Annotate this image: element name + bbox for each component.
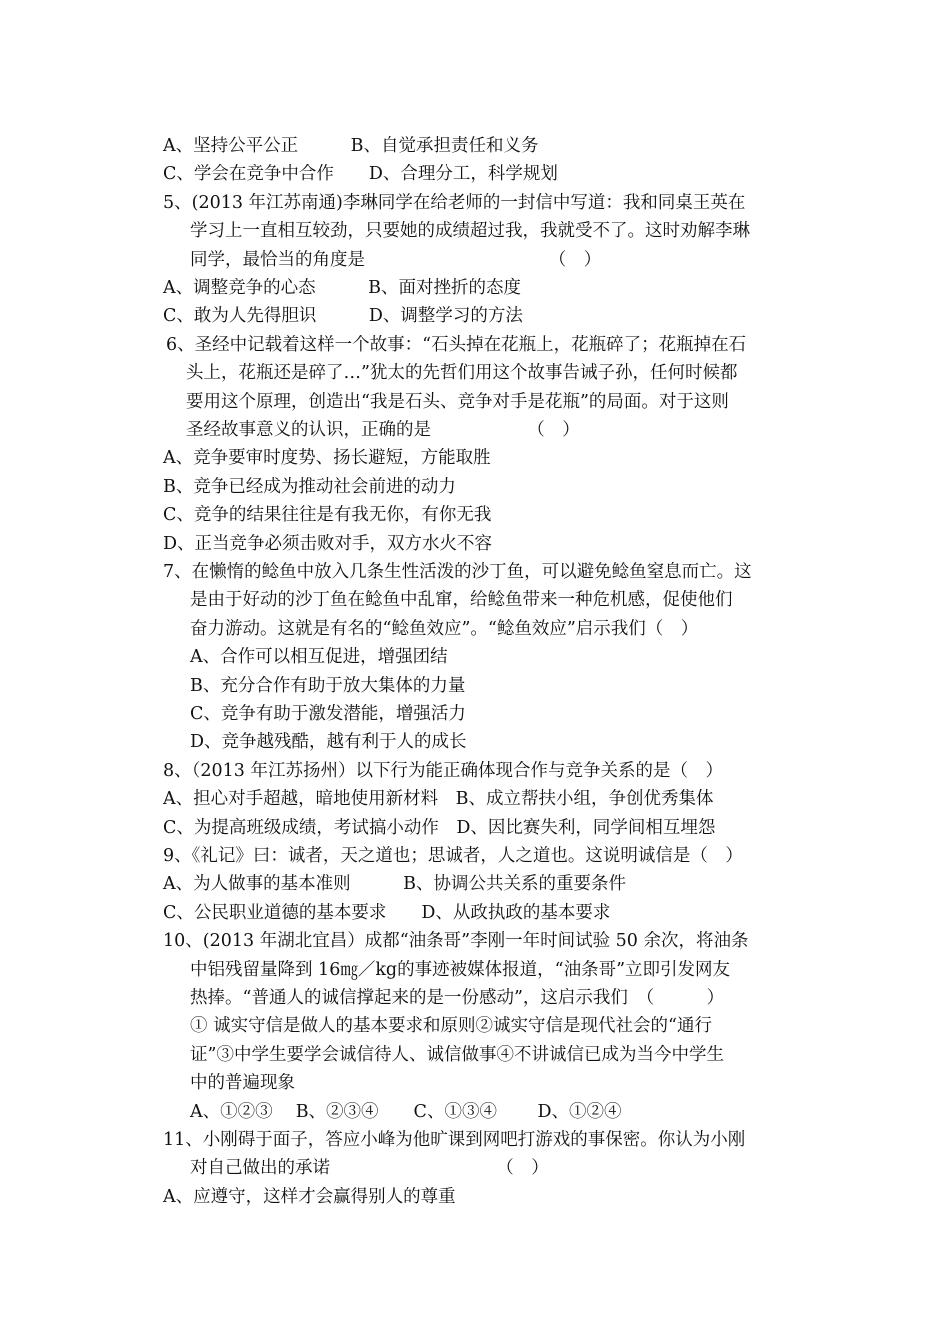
q7-stem-line-1: 7、在懒惰的鲶鱼中放入几条生性活泼的沙丁鱼，可以避免鲶鱼窒息而亡。这 (163, 562, 752, 582)
q8-options-c-d: C、为提高班级成绩，考试搞小动作 D、因比赛失利，同学间相互埋怨 (163, 818, 716, 838)
q10-statements-line-1: ① 诚实守信是做人的基本要求和原则②诚实守信是现代社会的“通行 (190, 1016, 713, 1036)
q10-stem-line-3: 热捧。“普通人的诚信撑起来的是一份感动”，这启示我们 （ ） (190, 988, 725, 1008)
q6-stem-line-2: 头上，花瓶还是碎了…”犹太的先哲们用这个故事告诫子孙，任何时候都 (186, 363, 738, 383)
q6-stem-line-1: 6、圣经中记载着这样一个故事：“石头掉在花瓶上，花瓶碎了；花瓶掉在石 (166, 335, 747, 355)
q5-options-c-d: C、敢为人先得胆识 D、调整学习的方法 (163, 306, 523, 326)
q9-stem: 9、《礼记》曰：诚者，天之道也；思诚者，人之道也。这说明诚信是（ ） (163, 846, 743, 866)
q9-options-c-d: C、公民职业道德的基本要求 D、从政执政的基本要求 (163, 903, 611, 923)
q6-option-c: C、竞争的结果往往是有我无你，有你无我 (163, 505, 492, 525)
q6-option-a: A、竞争要审时度势、扬长避短，方能取胜 (163, 448, 491, 468)
q10-options: A、①②③ B、②③④ C、①③④ D、①②④ (190, 1102, 622, 1122)
q7-option-d: D、竞争越残酷，越有利于人的成长 (190, 732, 467, 752)
q8-stem: 8、（2013 年江苏扬州）以下行为能正确体现合作与竞争关系的是（ ） (163, 761, 723, 781)
q5-stem-line-3: 同学，最恰当的角度是 （ ） (190, 250, 602, 270)
q6-stem-line-4: 圣经故事意义的认识，正确的是 （ ） (186, 420, 580, 440)
q7-stem-line-2: 是由于好动的沙丁鱼在鲶鱼中乱窜，给鲶鱼带来一种危机感，促使他们 (190, 590, 733, 610)
q6-option-d: D、正当竞争必须击败对手，双方水火不容 (163, 534, 493, 554)
q7-option-c: C、竞争有助于激发潜能，增强活力 (190, 704, 466, 724)
q5-stem-line-2: 学习上一直相互较劲，只要她的成绩超过我，我就受不了。这时劝解李琳 (190, 221, 750, 241)
q4-options-a-b: A、坚持公平公正 B、自觉承担责任和义务 (163, 136, 539, 156)
q10-stem-line-1: 10、(2013 年湖北宜昌）成都“油条哥”李刚一年时间试验 50 余次，将油条 (163, 931, 749, 951)
q10-statements-line-3: 中的普遍现象 (190, 1073, 295, 1093)
q7-option-a: A、合作可以相互促进，增强团结 (190, 647, 448, 667)
q9-options-a-b: A、为人做事的基本准则 B、协调公共关系的重要条件 (163, 874, 626, 894)
q5-stem-line-1: 5、(2013 年江苏南通)李琳同学在给老师的一封信中写道：我和同桌王英在 (163, 193, 746, 213)
q11-option-a: A、应遵守，这样才会赢得别人的尊重 (163, 1187, 456, 1207)
q6-option-b: B、竞争已经成为推动社会前进的动力 (163, 477, 456, 497)
q5-options-a-b: A、调整竞争的心态 B、面对挫折的态度 (163, 278, 521, 298)
q11-stem-line-2: 对自己做出的承诺 （ ） (190, 1158, 549, 1178)
q4-options-c-d: C、学会在竞争中合作 D、合理分工，科学规划 (163, 164, 558, 184)
q10-statements-line-2: 证”③中学生要学会诚信待人、诚信做事④不讲诚信已成为当今中学生 (190, 1045, 724, 1065)
q8-options-a-b: A、担心对手超越，暗地使用新材料 B、成立帮扶小组，争创优秀集体 (163, 789, 714, 809)
q7-option-b: B、充分合作有助于放大集体的力量 (190, 676, 466, 696)
q11-stem-line-1: 11、小刚碍于面子，答应小峰为他旷课到网吧打游戏的事保密。你认为小刚 (163, 1130, 746, 1150)
q6-stem-line-3: 要用这个原理，创造出“我是石头、竞争对手是花瓶”的局面。对于这则 (186, 392, 729, 412)
q10-stem-line-2: 中铝残留量降到 16㎎／kg的事迹被媒体报道，“油条哥”立即引发网友 (190, 960, 731, 980)
q7-stem-line-3: 奋力游动。这就是有名的“鲶鱼效应”。“鲶鱼效应”启示我们（ ） (190, 619, 699, 639)
